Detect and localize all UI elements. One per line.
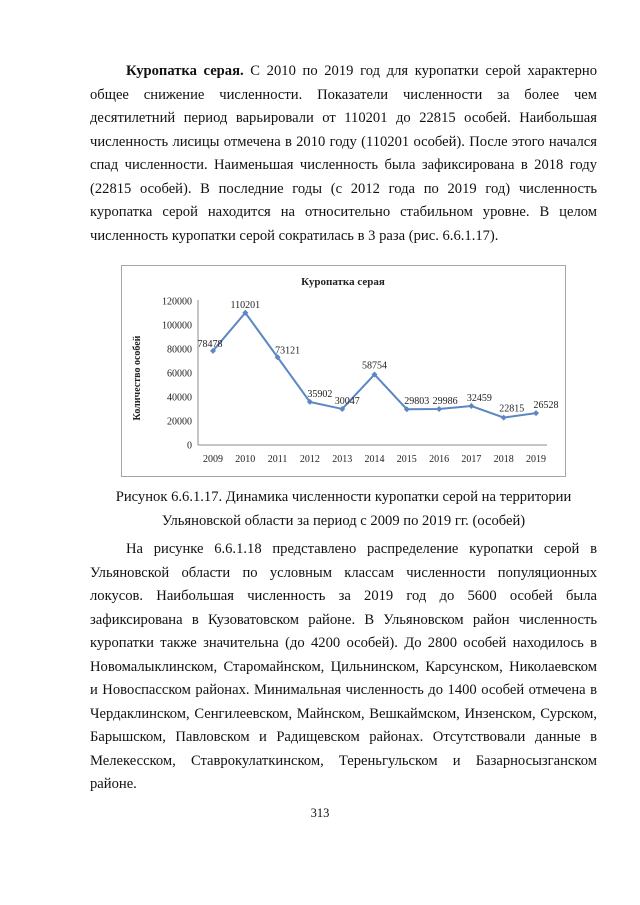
x-tick-label: 2019 [526,454,546,465]
figure-caption-line1: Рисунок 6.6.1.17. Динамика численности куропатки серой на территории [115,489,572,505]
x-tick-label: 2018 [493,454,514,465]
paragraph-intro [90,60,597,248]
chart-title: Куропатка серая [301,276,385,288]
data-label: 26528 [533,400,559,412]
y-tick-label: 120000 [162,296,192,308]
chart-canvas [122,266,565,476]
y-tick-label: 20000 [167,416,192,428]
population-chart [121,265,566,477]
y-tick-group [162,297,192,452]
data-label: 22815 [499,403,525,415]
x-tick-label: 2015 [396,454,417,465]
x-tick-label: 2014 [364,454,385,465]
page-number: 313 [310,806,330,820]
data-label: 78478 [197,338,223,350]
figure-caption-line2: Ульяновской области за период с 2009 по 2019 гг. (особей) [161,513,526,529]
x-tick-label: 2010 [235,454,256,465]
species-heading: Куропатка серая. [126,63,244,79]
x-tick-label: 2012 [299,454,320,465]
x-tick-group [203,454,546,465]
chart-y-axis-label: Количество особей [132,335,143,421]
data-label: 58754 [362,360,387,372]
y-tick-label: 40000 [167,392,192,404]
paragraph-distribution-text: На рисунке 6.6.1.18 представлено распределение куропатки серой в Ульяновской области по условным классам численности популяционных локусов. Наибольшая численность за 2019 год до 5600 особей была зафиксирована в Кузоватовском районе. В Ульяновском район численность куропатки также значительна (до 4200 особей). До 2800 особей находилось в Новомалыклинском, Старомайнском, Цильнинском, Карсунском, Николаевском и Новоспасском районах. Минимальная численность до 1400 особей отмечена в Чердаклинском, Сенгилеевском, Майнском, Вешкаймском, Инзенском, Сурском, Барышском, Павловском и Радищевском районах. Отсутствовали данные в Мелекесском, Ставрокулаткинском, Тереньгульском и Базарносызганском районе. [90,541,597,792]
y-tick-label: 100000 [162,320,192,332]
x-tick-label: 2013 [332,454,353,465]
data-label: 29986 [432,396,458,408]
data-label: 30047 [334,395,360,407]
x-tick-label: 2017 [461,454,482,465]
x-tick-label: 2016 [429,454,450,465]
y-tick-label: 80000 [167,344,192,356]
data-label-group [198,300,559,415]
data-label: 32459 [466,393,492,405]
y-tick-label: 60000 [167,368,192,380]
data-label: 110201 [230,299,261,311]
data-label: 29803 [404,396,430,408]
x-tick-label: 2009 [203,454,223,465]
paragraph-distribution [90,538,597,797]
data-label: 35902 [307,388,333,400]
x-tick-label: 2011 [267,454,288,465]
paragraph-intro-text: С 2010 по 2019 год для куропатки серой характерно общее снижение численности. Показатели численности за более чем десятилетний период варьировали от 110201 до 22815 особей. Наибольшая численность лисицы отмечена в 2010 году (110201 особей). После этого начался спад численности. Наименьшая численность была зафиксирована в 2018 году (22815 особей). В последние годы (с 2012 года по 2019 год) численность куропатка серой находится на относительно стабильном уровне. В целом численность куропатки серой сократилась в 3 раза (рис. 6.6.1.17). [90,63,598,244]
data-point [501,415,507,421]
data-label: 73121 [275,345,301,357]
y-tick-label: 0 [187,440,192,452]
